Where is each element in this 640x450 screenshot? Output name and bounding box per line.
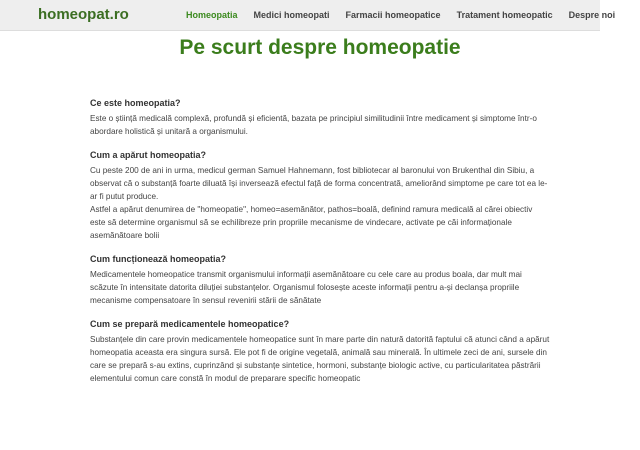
nav-item-homeopatia[interactable]: Homeopatia <box>186 10 238 20</box>
section-paragraph: Medicamentele homeopatice transmit organismului informații asemănătoare cu cele care au produs boala, dar mult mai scăzute în intensitate datorita diluției substanțelor. Organismul folosește aceste informații pentru a-și declanșa propriile mecanisme compensatoare în sensul revenirii stării de sănătate <box>90 270 522 305</box>
article-content <box>90 96 550 395</box>
top-navigation-bar <box>0 0 616 31</box>
section-ce-este <box>90 96 550 138</box>
section-cum-functioneaza <box>90 252 550 307</box>
bottom-fade <box>0 438 600 450</box>
nav-item-medici-homeopati[interactable]: Medici homeopati <box>253 10 330 20</box>
site-logo[interactable]: homeopat.ro <box>38 6 129 23</box>
section-cum-se-prepara <box>90 317 550 385</box>
section-paragraph: Astfel a apărut denumirea de "homeopatie", homeo=asemănător, pathos=boală, definind ramura medicală al cărei obiectiv este să determine organismul să se echilibreze prin propriile mecanisme de vindecare, activate pe căi informaționale asemănătoare bolii <box>90 205 533 240</box>
section-heading: Cum funcționează homeopatia? <box>90 254 227 264</box>
nav-item-farmacii-homeopatice[interactable]: Farmacii homeopatice <box>345 10 441 20</box>
main-menu <box>178 0 623 30</box>
section-paragraph: Este o știință medicală complexă, profundă și eficientă, bazata pe principiul similitudinii între medicament și simptome într-o abordare holistică și unitară a organismului. <box>90 114 537 136</box>
section-heading: Ce este homeopatia? <box>90 98 181 108</box>
page-title: Pe scurt despre homeopatie <box>179 36 461 59</box>
nav-item-tratament-homeopatic[interactable]: Tratament homeopatic <box>456 10 553 20</box>
section-cum-a-aparut <box>90 148 550 242</box>
nav-item-despre-noi[interactable]: Despre noi <box>568 10 616 20</box>
section-heading: Cum a apărut homeopatia? <box>90 150 207 160</box>
section-heading: Cum se prepară medicamentele homeopatice? <box>90 319 290 329</box>
section-paragraph: Substanțele din care provin medicamentele homeopatice sunt în mare parte din natură datorită faptului că atunci când a apărut homeopatia aceasta era singura sursă. Ele pot fi de origine vegetală, animală sau minerală. În ultimele zeci de ani, sursele din care se prepară s-au extins, cuprinzând și substanțe sintetice, hormoni, substanțe biologic active, cu particularitatea păstrării elementului comun care constă în modul de preparare specific homeopatic <box>90 335 550 383</box>
section-paragraph: Cu peste 200 de ani in urma, medicul german Samuel Hahnemann, fost bibliotecar al baronului von Brukenthal din Sibiu, a observat că o substanță foarte diluată își inversează efectul față de forma concentrată, ameliorând simptome pe care tot ea le-ar fi putut produce. <box>90 166 548 201</box>
